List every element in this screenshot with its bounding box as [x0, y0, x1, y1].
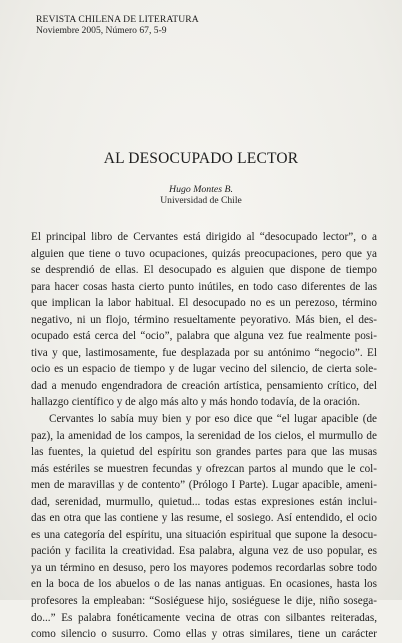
article-author: Hugo Montes B. — [169, 184, 233, 195]
body-line: hallazgo científico y de algo más alto y más hondo todavía, de la oración. — [31, 396, 360, 409]
article-body — [31, 229, 377, 643]
body-line: paz), la amenidad de los campos, la serenidad de los cielos, el murmullo de — [31, 429, 377, 442]
body-line: El principal libro de Cervantes está dirigido al “desocupado lector”, o a — [31, 231, 377, 243]
running-header — [36, 14, 376, 36]
body-line: negativo, ni un flojo, término resueltamente peyorativo. Más bien, el des- — [31, 313, 377, 326]
body-line: profesores la empleaban: “Sosiéguese hijo, sosiéguese le dije, niño sosega- — [31, 595, 377, 608]
body-line: se desprendió de ellas. El desocupado es alguien que dispone de tiempo — [31, 264, 377, 277]
body-line: las fuentes, la quietud del espíritu son grandes partes para que las musas — [31, 446, 377, 459]
body-line: dad a menudo engendradora de creación artística, pensamiento crítico, del — [31, 379, 377, 392]
body-line: es una categoría del espíritu, una situación espiritual que supone la desocu- — [31, 528, 377, 541]
body-line: das en otra que las contiene y las resume, el sosiego. Así entendido, el ocio — [31, 512, 377, 525]
body-line: men de maravillas y de contento” (Prólogo I Parte). Lugar apacible, ameni- — [31, 479, 377, 492]
issue-info: Noviembre 2005, Número 67, 5-9 — [36, 25, 167, 36]
body-line: como silencio o susurro. Como ellas y otras similares, tiene un carácter — [31, 628, 377, 641]
body-line: do...” Es palabra fonéticamente vecina de otras con silbantes reiteradas, — [31, 611, 377, 624]
body-line: ocupado está cerca del “ocio”, palabra que alguna vez fue realmente posi- — [31, 330, 377, 343]
body-line: más estériles se muestren fecundas y ofrezcan partos al mundo que le col- — [31, 462, 377, 475]
body-line: ya un término en desuso, pero los mayores podemos recordarlas sobre todo — [31, 561, 377, 574]
article-title: AL DESOCUPADO LECTOR — [103, 150, 299, 167]
body-line: en la boca de los abuelos o de las nanas antiguas. En ocasiones, hasta los — [31, 578, 377, 591]
body-line: alguien que tiene o tuvo ocupaciones, quizás preocupaciones, pero que ya — [31, 247, 377, 260]
author-affiliation: Universidad de Chile — [160, 195, 242, 206]
body-line: ocio es un espacio de tiempo y de lugar vecino del silencio, de cierta sole- — [31, 363, 377, 376]
body-line: pación y facilita la creatividad. Esa palabra, alguna vez de uso popular, es — [31, 545, 377, 558]
journal-name: REVISTA CHILENA DE LITERATURA — [36, 14, 199, 25]
body-line: tiva y que, lastimosamente, fue desplazada por su antónimo “negocio”. El — [31, 346, 377, 359]
body-line: dad, serenidad, murmullo, quietud... todas estas expresiones están inclui- — [31, 495, 377, 508]
body-line: que implican la labor habitual. El desocupado no es un perezoso, término — [31, 297, 377, 310]
body-line: Cervantes lo sabía muy bien y por eso dice que “el lugar apacible (de — [49, 413, 377, 426]
body-line: para hacer cosas hasta cierto punto inútiles, en todo caso diferentes de las — [31, 280, 377, 293]
